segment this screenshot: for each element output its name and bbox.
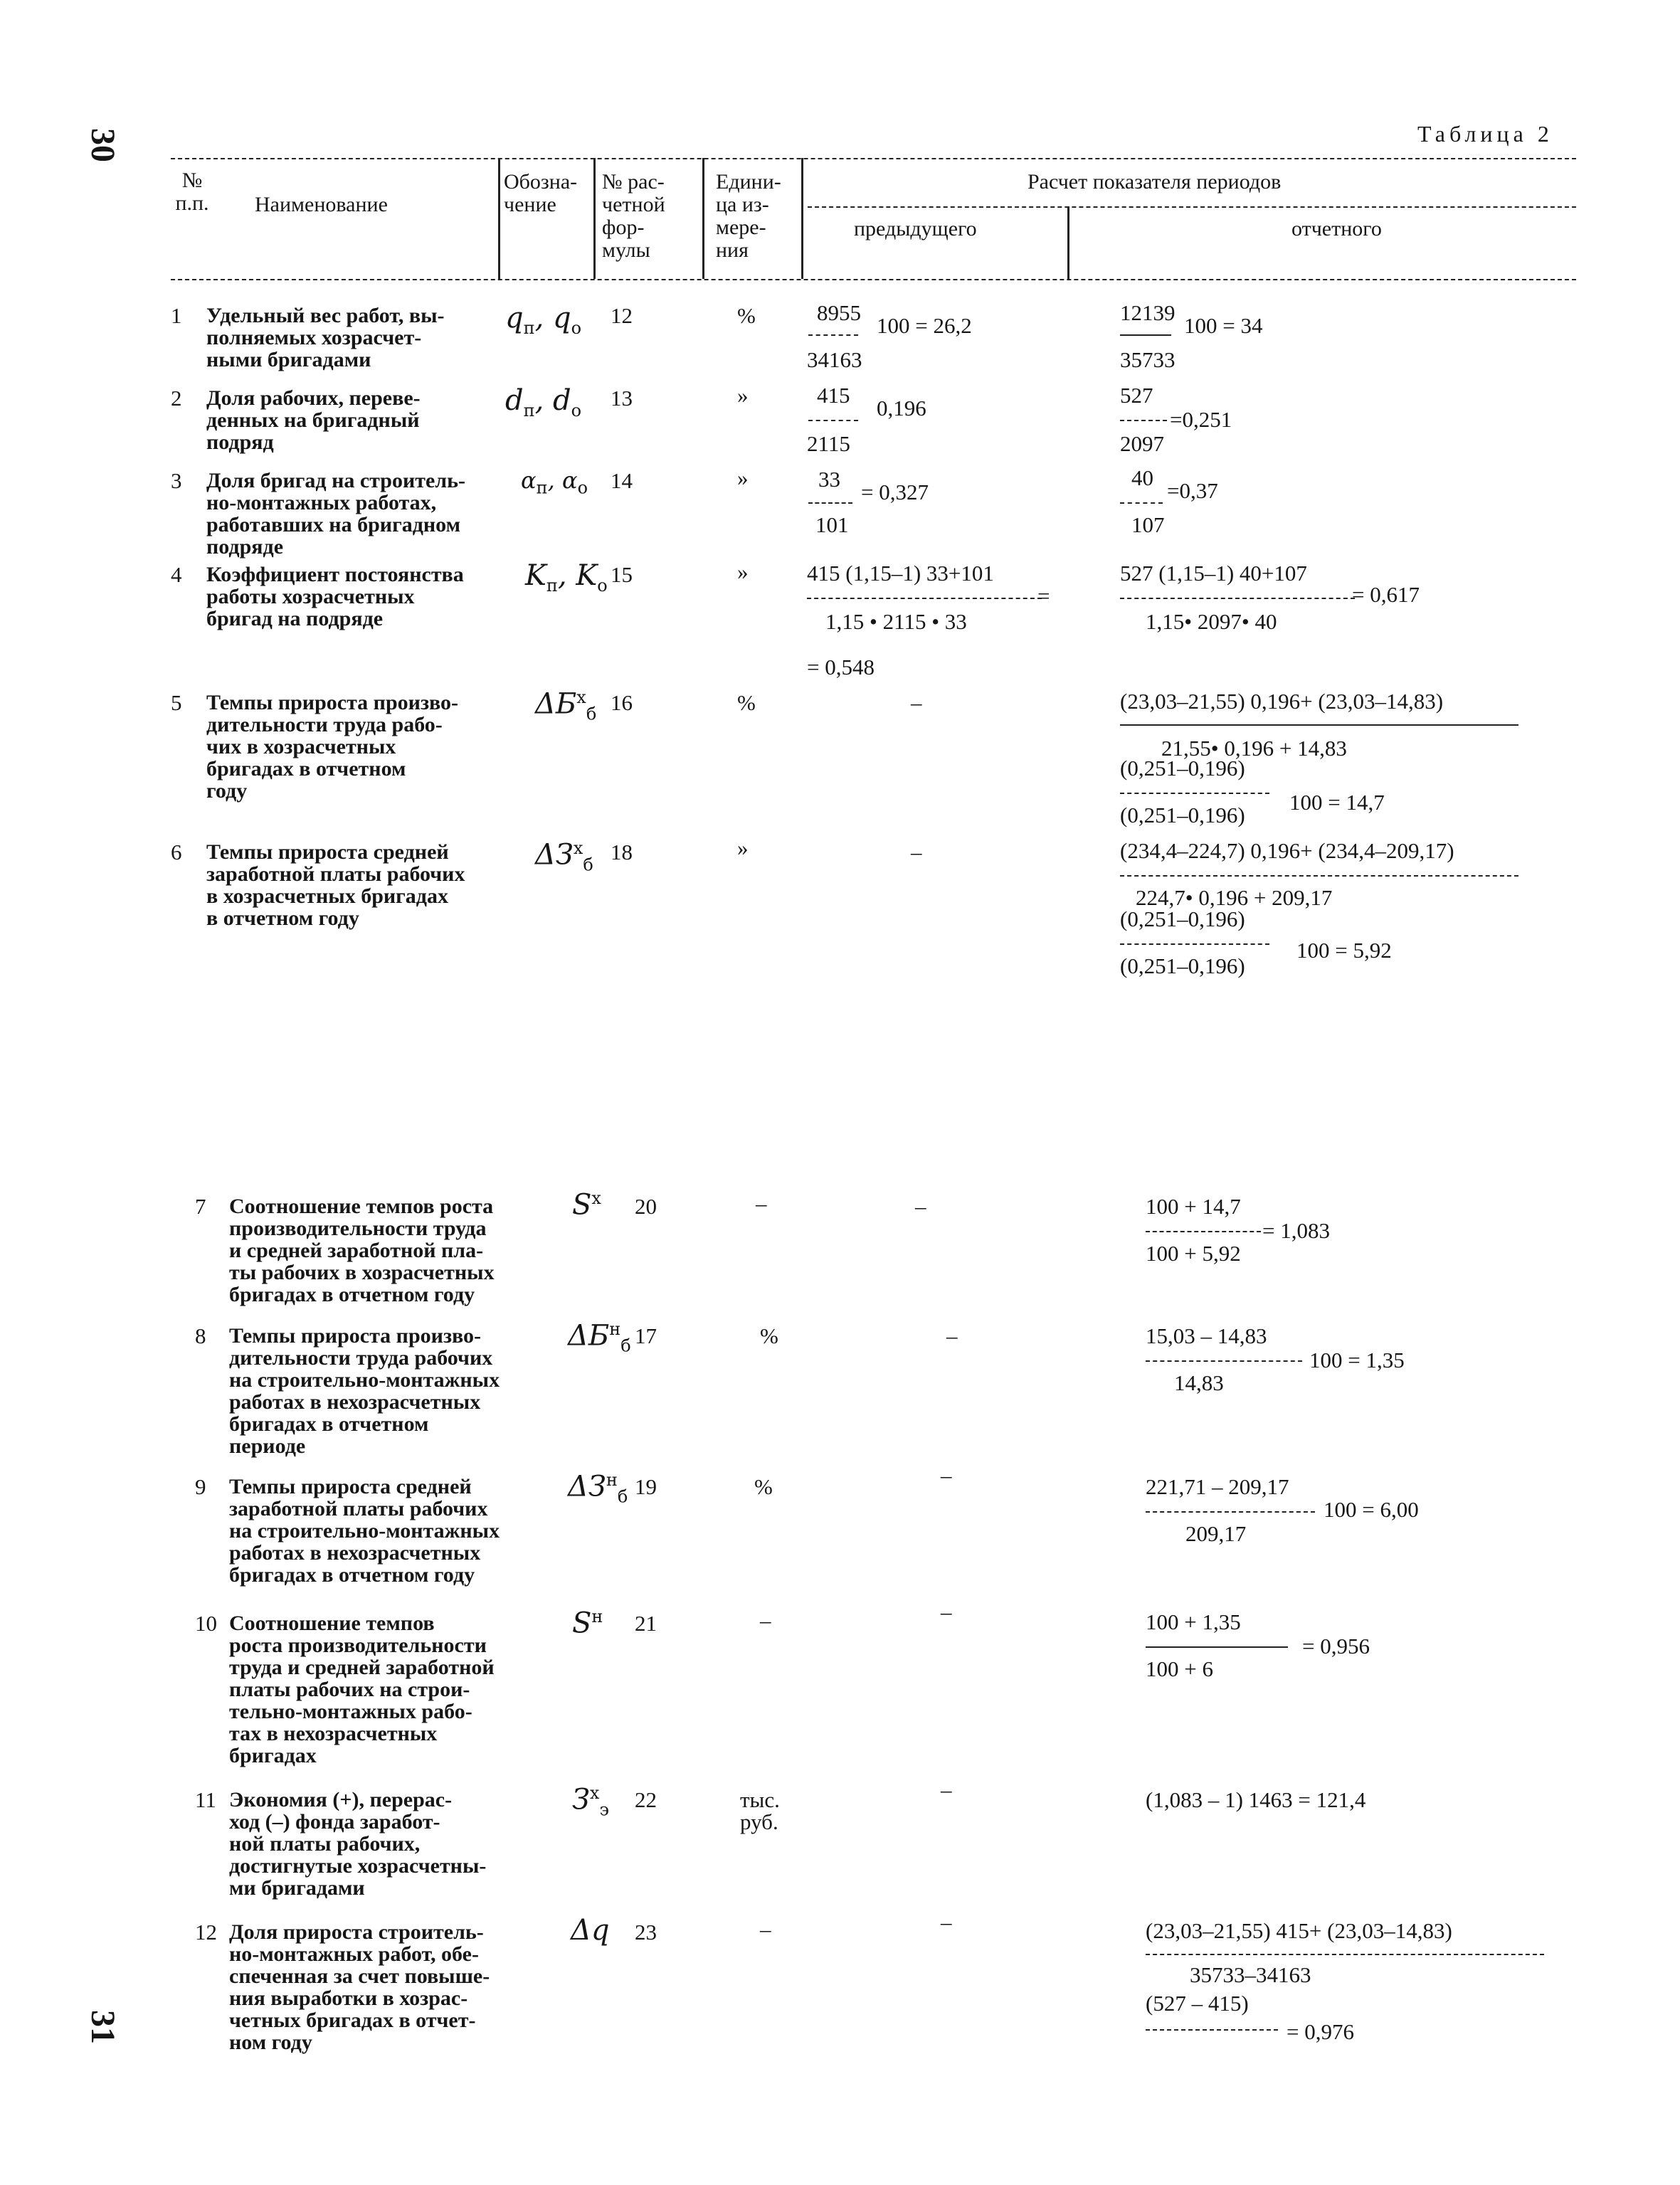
row-8-formula: 17: [635, 1323, 657, 1348]
row-11-formula: 22: [635, 1787, 657, 1812]
row-4-prev-eq: =: [1037, 583, 1050, 608]
row-4-prev-bar: [807, 598, 1042, 599]
row-6-prev: –: [911, 840, 922, 864]
row-12-prev: –: [941, 1910, 952, 1935]
row-5-curr-result: 100 = 14,7: [1289, 790, 1385, 815]
row-3-name: Доля бригад на строитель- но-монтажных работах, работавших на бригадном подряде: [206, 469, 465, 559]
row-3-num: 3: [171, 468, 182, 493]
row-11-num: 11: [195, 1787, 216, 1812]
header-divider-2: [593, 158, 596, 279]
row-2-prev-den: 2115: [807, 431, 850, 456]
row-8-num: 8: [195, 1323, 206, 1348]
page-number-bottom: 31: [84, 2010, 122, 2044]
row-2-num: 2: [171, 386, 182, 411]
row-6-curr-num: (234,4–224,7) 0,196+ (234,4–209,17): [1120, 838, 1454, 863]
row-10-curr-result: = 0,956: [1302, 1634, 1370, 1658]
row-6-symbol: $\Delta З^х_б$: [535, 838, 593, 875]
row-4-curr-num: 527 (1,15–1) 40+107: [1120, 561, 1307, 586]
row-1-prev-bar: [808, 334, 858, 336]
row-7-num: 7: [195, 1194, 206, 1219]
row-9-curr-den: 209,17: [1185, 1521, 1247, 1546]
row-8-curr-bar: [1146, 1360, 1302, 1362]
header-mid-rule: [808, 206, 1576, 208]
row-3-curr-bar: [1120, 502, 1163, 504]
row-2-name: Доля рабочих, переве- денных на бригадный подряд: [206, 386, 421, 454]
header-divider-3: [702, 158, 704, 279]
row-7-curr-den: 100 + 5,92: [1146, 1241, 1241, 1266]
row-7-curr-bar: [1146, 1231, 1261, 1232]
row-6-curr-den: 224,7• 0,196 + 209,17: [1136, 885, 1333, 910]
row-5-prev: –: [911, 690, 922, 715]
row-10-curr-num: 100 + 1,35: [1146, 1609, 1241, 1634]
row-10-prev: –: [941, 1599, 952, 1624]
row-5-symbol: $\Delta Б^х_б$: [535, 687, 597, 724]
row-11-unit: тыс. руб.: [740, 1787, 780, 1834]
row-12-formula: 23: [635, 1920, 657, 1945]
row-1-prev-num: 8955: [817, 300, 861, 325]
row-4-prev-den: 1,15 • 2115 • 33: [825, 609, 967, 634]
row-4-curr-bar: [1120, 598, 1355, 599]
row-1-curr-bar: [1120, 334, 1171, 336]
row-1-curr-tail: 100 = 34: [1184, 313, 1263, 338]
row-12-symbol: Δq: [571, 1914, 610, 1947]
row-4-symbol: $K_п$, $K_о$: [525, 559, 608, 596]
row-5-curr-num2: (0,251–0,196): [1120, 756, 1245, 781]
row-1-num: 1: [171, 303, 182, 328]
row-7-name: Соотношение темпов роста производительности труда и средней заработной пла- ты рабочих в хозрасчетных бригадах в отчетном году: [229, 1195, 495, 1306]
row-5-curr-bar2: [1120, 793, 1269, 794]
row-6-curr-num2: (0,251–0,196): [1120, 906, 1245, 931]
row-5-unit: %: [737, 690, 756, 715]
table-label: Таблица 2: [1417, 121, 1553, 147]
row-6-curr-result: 100 = 5,92: [1296, 938, 1392, 963]
row-8-name: Темпы прироста произво- дительности труда рабочих на строительно-монтажных работах в нехозрасчетных бригадах в отчетном периоде: [229, 1324, 500, 1458]
row-2-prev-num: 415: [817, 383, 850, 408]
row-4-curr-result: = 0,617: [1352, 582, 1420, 607]
row-3-unit: »: [737, 465, 749, 490]
row-6-name: Темпы прироста средней заработной платы рабочих в хозрасчетных бригадах в отчетном году: [206, 840, 465, 930]
row-9-prev: –: [941, 1463, 952, 1488]
row-10-symbol: $S^н$: [572, 1607, 603, 1640]
row-3-prev-bar: [808, 502, 852, 504]
header-divider-1: [498, 158, 500, 279]
row-4-formula: 15: [611, 562, 633, 587]
row-2-prev-tail: 0,196: [877, 396, 926, 420]
row-3-curr-num: 40: [1131, 465, 1153, 490]
row-4-prev-num: 415 (1,15–1) 33+101: [807, 561, 994, 586]
row-9-symbol: $\Delta З^н_б$: [568, 1470, 628, 1507]
row-2-curr-num: 527: [1120, 383, 1153, 408]
row-5-curr-den2: (0,251–0,196): [1120, 803, 1245, 827]
row-6-unit: »: [737, 835, 749, 860]
row-2-prev-bar: [808, 420, 858, 421]
row-3-prev-den: 101: [815, 512, 849, 537]
row-1-symbol: $q_п$, $q_о$: [505, 302, 582, 338]
row-3-symbol: $\alpha_п$, $\alpha_о$: [521, 467, 588, 498]
row-10-curr-bar: [1146, 1646, 1288, 1648]
row-1-name: Удельный вес работ, вы- полняемых хозрасчет- ными бригадами: [206, 304, 445, 371]
row-3-curr-den: 107: [1131, 512, 1165, 537]
row-7-formula: 20: [635, 1194, 657, 1219]
row-3-prev-tail: = 0,327: [861, 480, 929, 504]
row-2-symbol: $d_п$, $d_о$: [505, 384, 582, 420]
header-top-rule: [171, 158, 1576, 159]
row-1-unit: %: [737, 303, 756, 328]
row-11-name: Экономия (+), перерас- ход (–) фонда заработ- ной платы рабочих, достигнутые хозрасчетны- ми бригадами: [229, 1788, 487, 1900]
row-8-symbol: $\Delta Б^н_б$: [568, 1319, 631, 1356]
row-12-curr-bar: [1146, 1954, 1544, 1955]
row-12-curr-bar2: [1146, 2029, 1278, 2031]
row-11-curr-line: (1,083 – 1) 1463 = 121,4: [1146, 1787, 1366, 1812]
row-12-curr-den: 35733–34163: [1190, 1962, 1311, 1987]
row-4-num: 4: [171, 562, 182, 587]
row-6-formula: 18: [611, 840, 633, 864]
row-4-prev-result: = 0,548: [807, 655, 875, 679]
row-8-curr-result: 100 = 1,35: [1309, 1348, 1405, 1372]
row-5-formula: 16: [611, 690, 633, 715]
header-calc: Расчет показателя периодов: [1027, 170, 1282, 194]
row-2-curr-bar: [1120, 420, 1167, 421]
row-10-name: Соотношение темпов роста производительности труда и средней заработной платы рабочих на строи- тельно-монтажных рабо- тах в нехозрасчетных бригадах: [229, 1612, 495, 1767]
row-9-curr-num: 221,71 – 209,17: [1146, 1474, 1289, 1499]
row-7-curr-num: 100 + 14,7: [1146, 1194, 1241, 1219]
row-6-curr-den2: (0,251–0,196): [1120, 953, 1245, 978]
row-7-prev: –: [915, 1194, 926, 1219]
row-1-prev-tail: 100 = 26,2: [877, 313, 972, 338]
page-number-top: 30: [84, 128, 122, 162]
row-2-unit: »: [737, 383, 749, 408]
row-3-curr-tail: =0,37: [1167, 478, 1218, 503]
row-6-curr-bar: [1120, 875, 1518, 877]
row-9-num: 9: [195, 1474, 206, 1499]
row-2-formula: 13: [611, 386, 633, 411]
row-11-symbol: $З^х_э$: [572, 1783, 609, 1820]
row-2-curr-den: 2097: [1120, 431, 1164, 456]
row-6-curr-bar2: [1120, 943, 1269, 945]
row-12-name: Доля прироста строитель- но-монтажных работ, обе- спеченная за счет повыше- ния выработки в хозрас- четных бригадах в отчет- ном году: [229, 1920, 490, 2054]
header-divider-4: [801, 158, 803, 279]
row-2-curr-tail: =0,251: [1170, 407, 1232, 432]
row-12-curr-result: = 0,976: [1287, 2019, 1354, 2044]
header-symbol: Обозна- чение: [504, 170, 578, 216]
row-7-symbol: $S^х$: [572, 1188, 601, 1222]
row-12-curr-num: (23,03–21,55) 415+ (23,03–14,83): [1146, 1918, 1452, 1943]
row-9-formula: 19: [635, 1474, 657, 1499]
header-formula: № рас- четной фор- мулы: [602, 170, 665, 262]
row-4-name: Коэффициент постоянства работы хозрасчетных бригад на подряде: [206, 563, 464, 630]
row-9-name: Темпы прироста средней заработной платы рабочих на строительно-монтажных работах в нехозрасчетных бригадах в отчетном году: [229, 1475, 500, 1587]
header-bottom-rule: [171, 279, 1576, 280]
header-prev: предыдущего: [854, 217, 977, 240]
header-curr: отчетного: [1291, 217, 1382, 240]
row-5-curr-num: (23,03–21,55) 0,196+ (23,03–14,83): [1120, 689, 1444, 714]
row-8-curr-den: 14,83: [1174, 1370, 1224, 1395]
row-7-curr-result: = 1,083: [1262, 1218, 1330, 1243]
header-unit: Едини- ца из- мере- ния: [716, 170, 781, 262]
row-10-formula: 21: [635, 1611, 657, 1636]
row-11-prev: –: [941, 1777, 952, 1802]
row-1-curr-den: 35733: [1120, 347, 1176, 372]
row-8-unit: %: [760, 1323, 778, 1348]
row-8-prev: –: [946, 1323, 958, 1348]
row-1-prev-den: 34163: [807, 347, 862, 372]
row-4-curr-den: 1,15• 2097• 40: [1146, 609, 1277, 634]
header-num: № п.п.: [175, 169, 209, 215]
row-6-num: 6: [171, 840, 182, 864]
row-5-curr-bar: [1120, 724, 1518, 726]
row-1-formula: 12: [611, 303, 633, 328]
header-name: Наименование: [255, 193, 388, 216]
row-9-unit: %: [754, 1474, 773, 1499]
row-10-num: 10: [195, 1611, 217, 1636]
row-9-curr-bar: [1146, 1511, 1315, 1513]
row-12-unit: –: [760, 1917, 771, 1942]
row-10-unit: –: [760, 1608, 771, 1633]
row-5-num: 5: [171, 690, 182, 715]
row-5-name: Темпы прироста произво- дительности труда рабо- чих в хозрасчетных бригадах в отчетном году: [206, 691, 458, 803]
row-3-prev-num: 33: [818, 467, 840, 492]
row-3-formula: 14: [611, 468, 633, 493]
row-12-curr-num2: (527 – 415): [1146, 1991, 1249, 2016]
row-10-curr-den: 100 + 6: [1146, 1656, 1213, 1681]
row-4-unit: »: [737, 559, 749, 584]
row-8-curr-num: 15,03 – 14,83: [1146, 1323, 1267, 1348]
row-7-unit: –: [756, 1191, 767, 1216]
row-9-curr-result: 100 = 6,00: [1324, 1497, 1419, 1522]
row-5-curr-den: 21,55• 0,196 + 14,83: [1161, 736, 1347, 761]
header-divider-5: [1067, 206, 1069, 279]
row-12-num: 12: [195, 1920, 217, 1945]
row-1-curr-num: 12139: [1120, 300, 1176, 325]
